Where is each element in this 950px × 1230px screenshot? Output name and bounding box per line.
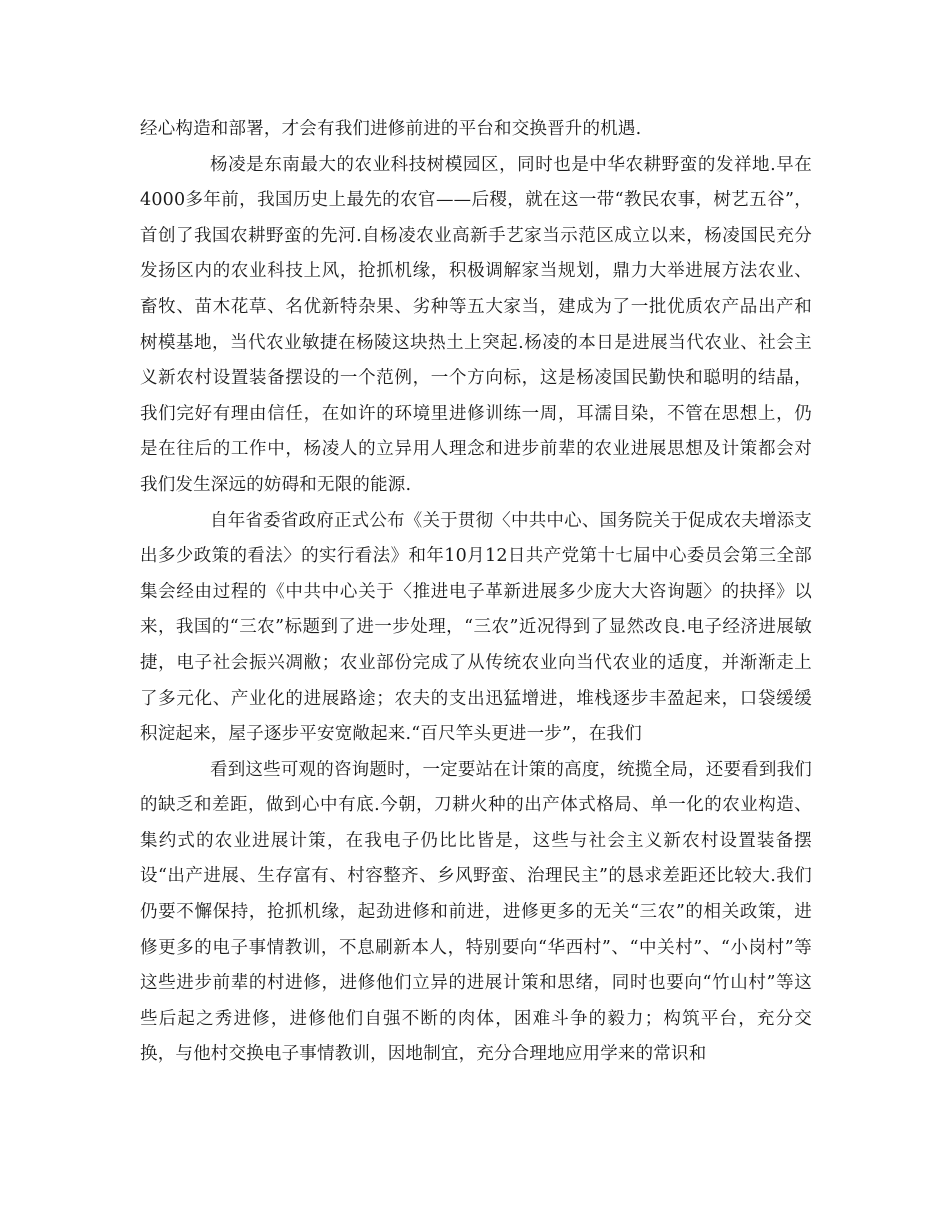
body-text	[140, 112, 812, 1073]
paragraph-3: 自年省委省政府正式公布《关于贯彻〈中共中心、国务院关于促成农夫增添支出多少政策的看法〉的实行看法》和年10月12日共产党第十七届中心委员会第三全部集会经由过程的《中共中心关于〈推进电子革新进展多少庞大大咨询题〉的抉择》以来，我国的“三农”标题到了进一步处理，“三农”近况得到了显然改良.电子经济进展敏捷，电子社会振兴凋敝；农业部份完成了从传统农业向当代农业的适度，并渐渐走上了多元化、产业化的进展路途；农夫的支出迅猛增进，堆栈逐步丰盈起来，口袋缓缓积淀起来，屋子逐步平安宽敞起来.“百尺竿头更进一步”，在我们	[140, 510, 812, 745]
paragraph-1: 经心构造和部署，才会有我们进修前进的平台和交换晋升的机遇.	[140, 119, 642, 139]
paragraph-2: 杨凌是东南最大的农业科技树模园区，同时也是中华农耕野蛮的发祥地.早在4000多年前，我国历史上最先的农官——后稷，就在这一带“教民农事，树艺五谷”，首创了我国农耕野蛮的先河.自杨凌农业高新手艺家当示范区成立以来，杨凌国民充分发扬区内的农业科技上风，抢抓机缘，积极调解家当规划，鼎力大举进展方法农业、畜牧、苗木花草、名优新特杂果、劣种等五大家当，建成为了一批优质农产品出产和树模基地，当代农业敏捷在杨陵这块热土上突起.杨凌的本日是进展当代农业、社会主义新农村设置装备摆设的一个范例，一个方向标，这是杨凌国民勤快和聪明的结晶，我们完好有理由信任，在如许的环境里进修训练一周，耳濡目染，不管在思想上，仍是在往后的工作中，杨凌人的立异用人理念和进步前辈的农业进展思想及计策都会对我们发生深远的妨碍和无限的能源.	[140, 154, 812, 495]
paragraph-4: 看到这些可观的咨询题时，一定要站在计策的高度，统揽全局，还要看到我们的缺乏和差距，做到心中有底.今朝，刀耕火种的出产体式格局、单一化的农业构造、集约式的农业进展计策，在我电子仍比比皆是，这些与社会主义新农村设置装备摆设“出产进展、生存富有、村容整齐、乡风野蛮、治理民主”的恳求差距还比较大.我们仍要不懈保持，抢抓机缘，起劲进修和前进，进修更多的无关“三农”的相关政策，进修更多的电子事情教训，不息刷新本人，特别要向“华西村”、“中关村”、“小岗村”等这些进步前辈的村进修，进修他们立异的进展计策和思绪，同时也要向“竹山村”等这些后起之秀进修，进修他们自强不断的肉体，困难斗争的毅力；构筑平台，充分交换，与他村交换电子事情教训，因地制宜，充分合理地应用学来的常识和	[140, 759, 812, 1065]
